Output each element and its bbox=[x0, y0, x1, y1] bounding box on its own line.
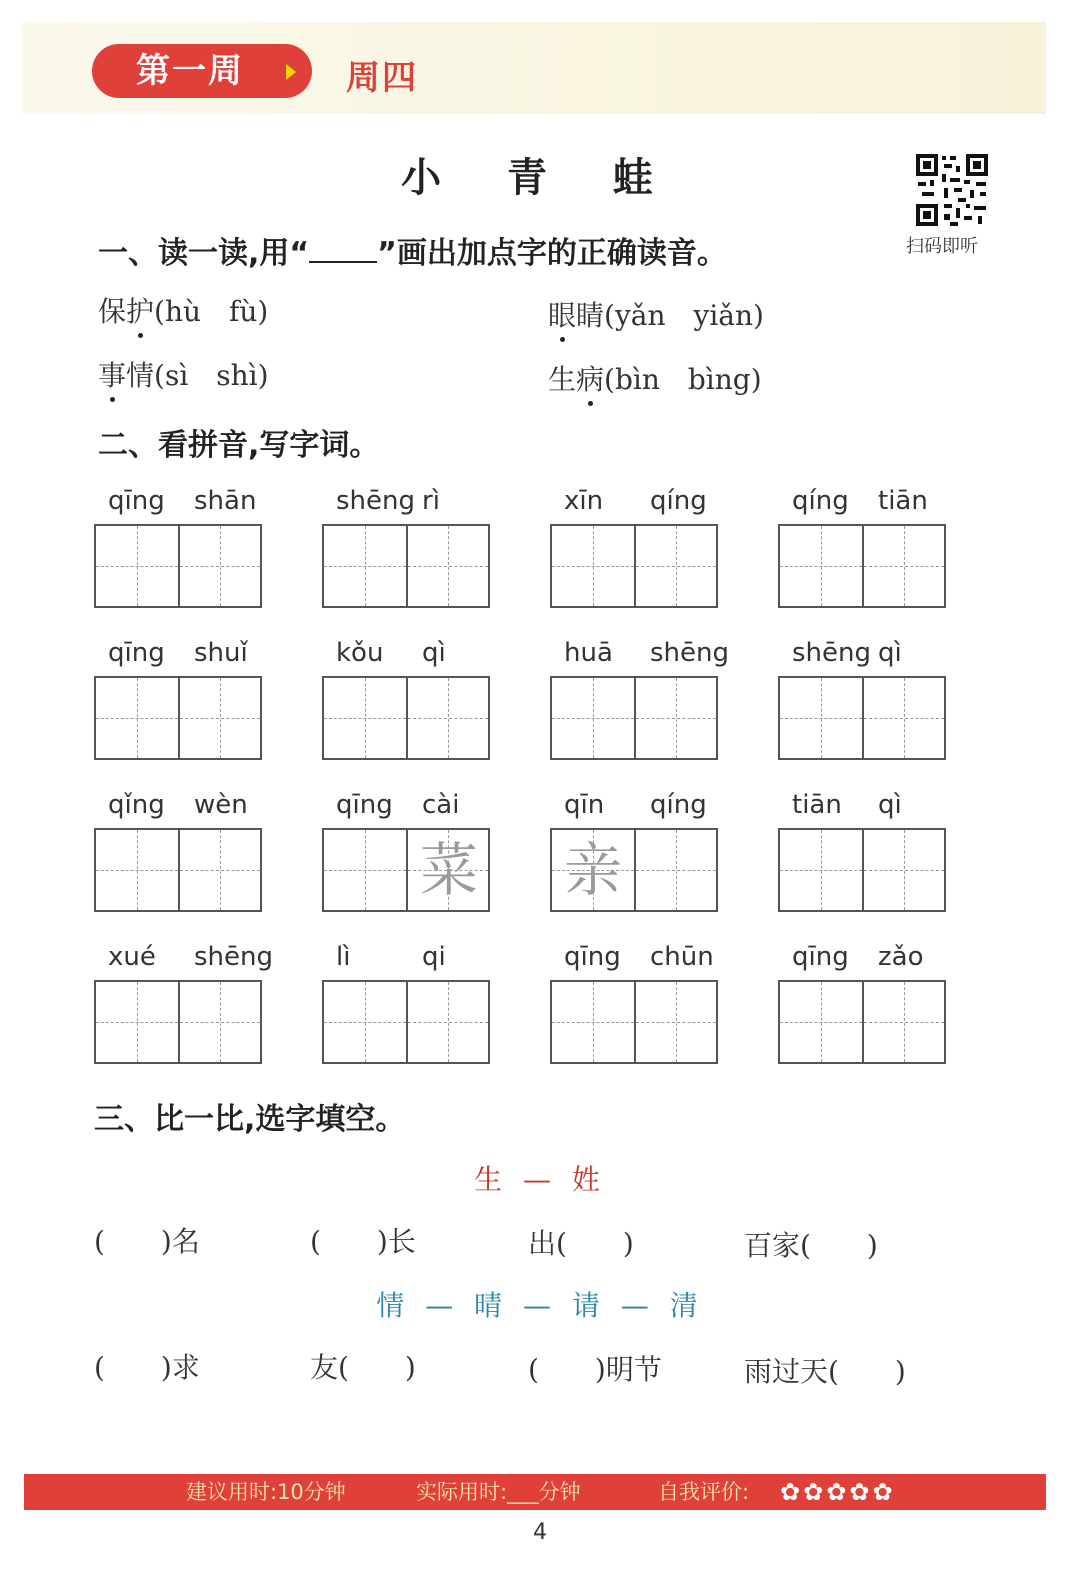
pinyin-syllable: kǒu bbox=[336, 638, 384, 668]
compare-group-1: 生 — 姓 bbox=[474, 1163, 606, 1196]
week-label: 第一周 bbox=[92, 44, 312, 98]
writing-grid bbox=[550, 676, 718, 760]
fill-blank-item[interactable]: ( )名 bbox=[94, 1225, 200, 1258]
guide-line bbox=[408, 1022, 488, 1023]
pinyin-syllable: qīng bbox=[336, 790, 393, 820]
section-1-heading-post: ”画出加点字的正确读音。 bbox=[377, 236, 727, 271]
guide-line bbox=[324, 566, 406, 567]
pinyin-syllable: qīng bbox=[792, 942, 849, 972]
guide-line bbox=[864, 718, 944, 719]
pinyin-syllable: wèn bbox=[194, 790, 248, 820]
writing-cell[interactable] bbox=[408, 982, 488, 1062]
guide-line bbox=[780, 1022, 862, 1023]
fill-blank-item[interactable]: ( )求 bbox=[94, 1351, 200, 1384]
writing-grid bbox=[322, 828, 490, 912]
dotted-char: 护 bbox=[126, 295, 155, 328]
pinyin-options: (sì shì) bbox=[154, 359, 269, 392]
guide-line bbox=[96, 718, 178, 719]
writing-cell[interactable] bbox=[96, 830, 180, 910]
reading-item bbox=[548, 294, 764, 334]
writing-grid bbox=[778, 676, 946, 760]
writing-grid bbox=[94, 524, 262, 608]
writing-cell[interactable] bbox=[552, 830, 636, 910]
pinyin-syllable: cài bbox=[422, 790, 460, 820]
writing-cell[interactable] bbox=[324, 678, 408, 758]
fill-blank-item[interactable]: 百家( ) bbox=[744, 1229, 878, 1262]
pinyin-syllable: qīng bbox=[108, 638, 165, 668]
compare-group-2: 情 — 晴 — 请 — 清 bbox=[376, 1289, 704, 1322]
tracing-hint-char: 菜 bbox=[419, 836, 478, 904]
writing-cell[interactable] bbox=[636, 526, 716, 606]
pinyin-options: (yǎn yiǎn) bbox=[604, 299, 764, 332]
guide-line bbox=[96, 566, 178, 567]
writing-cell[interactable] bbox=[864, 526, 944, 606]
pinyin-syllable: qīn bbox=[564, 790, 605, 820]
pinyin-syllable: qíng bbox=[650, 486, 707, 516]
writing-cell[interactable] bbox=[180, 526, 260, 606]
plain-char: 情 bbox=[126, 359, 155, 392]
page-number: 4 bbox=[533, 1520, 547, 1545]
writing-cell[interactable] bbox=[552, 678, 636, 758]
writing-cell[interactable] bbox=[552, 982, 636, 1062]
pinyin-syllable: qǐng bbox=[108, 790, 165, 820]
underline-blank bbox=[309, 239, 377, 263]
guide-line bbox=[864, 870, 944, 871]
writing-cell[interactable] bbox=[864, 830, 944, 910]
pinyin-syllable: qíng bbox=[792, 486, 849, 516]
reading-item bbox=[548, 358, 762, 398]
writing-cell[interactable] bbox=[780, 678, 864, 758]
plain-char: 睛 bbox=[576, 299, 605, 332]
guide-line bbox=[324, 1022, 406, 1023]
pinyin-syllable: qì bbox=[422, 638, 446, 668]
guide-line bbox=[552, 1022, 634, 1023]
qr-caption: 扫码即听 bbox=[906, 236, 978, 257]
writing-cell[interactable] bbox=[636, 678, 716, 758]
pinyin-syllable: chūn bbox=[650, 942, 714, 972]
writing-cell[interactable] bbox=[408, 830, 488, 910]
pinyin-syllable: qīng bbox=[108, 486, 165, 516]
writing-cell[interactable] bbox=[324, 830, 408, 910]
self-eval-label: 自我评价: bbox=[658, 1480, 750, 1504]
pinyin-syllable: shēng bbox=[792, 638, 872, 668]
guide-line bbox=[552, 718, 634, 719]
dotted-char: 病 bbox=[576, 363, 605, 396]
dotted-char: 眼 bbox=[548, 299, 577, 332]
pinyin-syllable: rì bbox=[422, 486, 440, 516]
section-3-heading: 三、比一比,选字填空。 bbox=[94, 1102, 406, 1137]
guide-line bbox=[408, 718, 488, 719]
guide-line bbox=[636, 870, 716, 871]
writing-grid bbox=[778, 524, 946, 608]
plain-char: 生 bbox=[548, 363, 577, 396]
writing-cell[interactable] bbox=[780, 830, 864, 910]
pinyin-syllable: tiān bbox=[878, 486, 928, 516]
pinyin-syllable: xué bbox=[108, 942, 156, 972]
guide-line bbox=[636, 718, 716, 719]
writing-cell[interactable] bbox=[324, 982, 408, 1062]
guide-line bbox=[780, 870, 862, 871]
section-2-heading: 二、看拼音,写字词。 bbox=[98, 428, 380, 463]
guide-line bbox=[180, 718, 260, 719]
pinyin-syllable: huā bbox=[564, 638, 613, 668]
pinyin-syllable: lì bbox=[336, 942, 351, 972]
guide-line bbox=[180, 870, 260, 871]
reading-item bbox=[98, 354, 269, 394]
tracing-hint-char: 亲 bbox=[563, 836, 622, 904]
plain-char: 保 bbox=[98, 295, 127, 328]
guide-line bbox=[408, 566, 488, 567]
dotted-char: 事 bbox=[98, 359, 127, 392]
guide-line bbox=[864, 1022, 944, 1023]
writing-cell[interactable] bbox=[408, 526, 488, 606]
pinyin-options: (bìn bìng) bbox=[604, 363, 762, 396]
guide-line bbox=[552, 566, 634, 567]
reading-item bbox=[98, 290, 268, 330]
writing-grid bbox=[322, 676, 490, 760]
rating-stars-icon[interactable]: ✿✿✿✿✿ bbox=[780, 1478, 896, 1506]
writing-cell[interactable] bbox=[780, 526, 864, 606]
writing-cell[interactable] bbox=[636, 830, 716, 910]
writing-cell[interactable] bbox=[864, 982, 944, 1062]
writing-grid bbox=[94, 980, 262, 1064]
fill-blank-item[interactable]: ( )明节 bbox=[528, 1353, 662, 1386]
pinyin-syllable: tiān bbox=[792, 790, 842, 820]
pinyin-syllable: shuǐ bbox=[194, 638, 248, 668]
qr-code-icon[interactable] bbox=[914, 152, 990, 228]
writing-cell[interactable] bbox=[180, 830, 260, 910]
guide-line bbox=[864, 566, 944, 567]
guide-line bbox=[636, 566, 716, 567]
lesson-title: 小 青 蛙 bbox=[401, 154, 679, 201]
guide-line bbox=[180, 1022, 260, 1023]
writing-cell[interactable] bbox=[96, 982, 180, 1062]
guide-line bbox=[780, 718, 862, 719]
section-1-heading-pre: 一、读一读,用“ bbox=[98, 236, 310, 271]
writing-grid bbox=[778, 828, 946, 912]
writing-grid bbox=[322, 524, 490, 608]
fill-blank-item[interactable]: 友( ) bbox=[310, 1351, 416, 1384]
pinyin-syllable: shēng bbox=[194, 942, 274, 972]
guide-line bbox=[636, 1022, 716, 1023]
play-arrow-icon bbox=[286, 64, 296, 80]
pinyin-syllable: qi bbox=[422, 942, 446, 972]
guide-line bbox=[96, 1022, 178, 1023]
writing-grid bbox=[778, 980, 946, 1064]
pinyin-syllable: xīn bbox=[564, 486, 604, 516]
writing-grid bbox=[94, 828, 262, 912]
suggested-time: 建议用时:10分钟 bbox=[186, 1480, 346, 1504]
actual-time: 实际用时:___分钟 bbox=[416, 1480, 581, 1504]
footer-bar bbox=[24, 1474, 1046, 1510]
fill-blank-item[interactable]: 出( ) bbox=[528, 1227, 634, 1260]
guide-line bbox=[324, 718, 406, 719]
writing-cell[interactable] bbox=[180, 678, 260, 758]
writing-grid bbox=[550, 828, 718, 912]
pinyin-syllable: qīng bbox=[564, 942, 621, 972]
writing-cell[interactable] bbox=[96, 526, 180, 606]
writing-grid bbox=[550, 524, 718, 608]
guide-line bbox=[96, 870, 178, 871]
pinyin-syllable: shēng bbox=[336, 486, 416, 516]
guide-line bbox=[780, 566, 862, 567]
pinyin-options: (hù fù) bbox=[154, 295, 269, 328]
writing-grid bbox=[322, 980, 490, 1064]
writing-cell[interactable] bbox=[324, 526, 408, 606]
writing-cell[interactable] bbox=[780, 982, 864, 1062]
pinyin-syllable: qì bbox=[878, 790, 902, 820]
section-1-heading bbox=[98, 228, 727, 272]
writing-cell[interactable] bbox=[636, 982, 716, 1062]
writing-cell[interactable] bbox=[408, 678, 488, 758]
guide-line bbox=[180, 566, 260, 567]
pinyin-syllable: zǎo bbox=[878, 942, 924, 972]
fill-blank-item[interactable]: 雨过天( ) bbox=[744, 1355, 906, 1388]
writing-grid bbox=[94, 676, 262, 760]
pinyin-syllable: qì bbox=[878, 638, 902, 668]
pinyin-syllable: shān bbox=[194, 486, 257, 516]
writing-cell[interactable] bbox=[552, 526, 636, 606]
pinyin-syllable: qíng bbox=[650, 790, 707, 820]
fill-blank-item[interactable]: ( )长 bbox=[310, 1225, 416, 1258]
writing-cell[interactable] bbox=[96, 678, 180, 758]
writing-cell[interactable] bbox=[864, 678, 944, 758]
writing-grid bbox=[550, 980, 718, 1064]
day-label: 周四 bbox=[346, 58, 418, 98]
pinyin-syllable: shēng bbox=[650, 638, 730, 668]
guide-line bbox=[324, 870, 406, 871]
writing-cell[interactable] bbox=[180, 982, 260, 1062]
